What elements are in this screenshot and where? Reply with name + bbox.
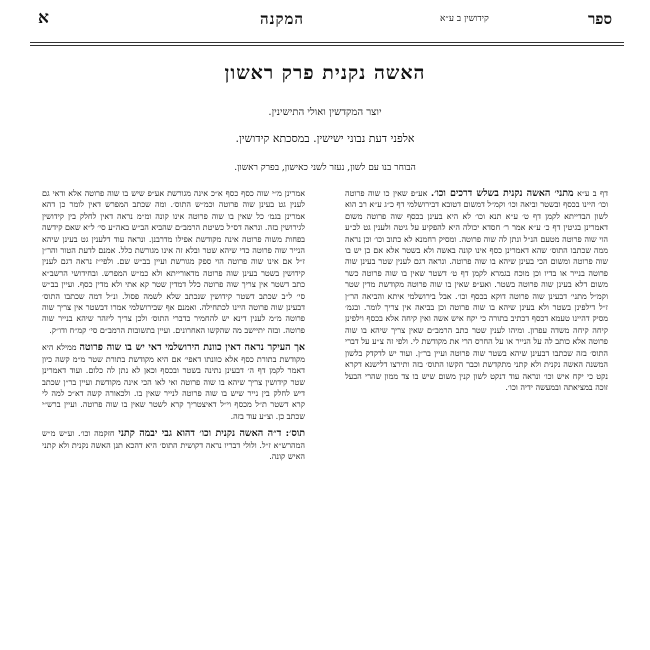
left-column-paragraph-3	[42, 428, 305, 462]
running-reference: קידושין ב ע״א	[440, 14, 489, 24]
tosafot-heading: תוס׳: ד״ה האשה נקנית וכו׳ דהוא גבי יבמה קתני	[118, 428, 305, 440]
mishnah-heading: מתני׳ האשה נקנית בשלש דרכים וכו׳.	[430, 188, 574, 199]
left-text-column	[42, 188, 305, 634]
right-column-text: אע״פ שאין כו שוה פרוטה וכו׳ היינו בכסף ובשטר וביאה וכו׳ וקמ״ל דמשום דטובא דבירושלמי דף כ״ג ע״א רב הוא לשון הבדייתא לקמן דף ט׳ ע״א תנא וכו׳ לא היא בעינן בכסף שוה פרוטה משום דאמרינן בגיטין דף כ׳ ע״א אמר ר׳ חסדא יכולה היא להפקיע על גיטה ולענין גט לכ״ע הוי שוה פרוטה מטעם הנ״ל ונתן לה שוה פרוטה. ומסיק רחמנא לא כתוב וכו׳ וכן נראה ממה שכתבו התוס׳ שהא דאמרינן כסף אינו קונה באשה ולא בשטר אלא אם כן יש בו שוה פרוטה ומשום הכי בעינן שיהא בו שוה פרוטה. ונראה דגם לענין שטר בעינן שוה פרוטה בנייר או בדיו וכן מוכח בגמרא לקמן דף ט׳ דשטר שאין בו שוה פרוטה כשר משום דלא בעינן שוה פרוטה בשטר. ואע״פ שאין בו שוה פרוטה מקודשת מדין שטר וקמ״ל מתני׳ דבעינן שוה פרוטה דוקא בכסף וכו׳. אבל בירושלמי איתא והביאה הר״ן ז״ל דילפינן בשטר ולא בעינן שיהא בו שוה פרוטה וכן בביאה אין צריך לומר. ובגמ׳ מסיק דהיינו טעמא דכסף דכתיב בתורה כי יקח איש אשה ואין קיחה אלא בכסף וילפינן קיחה קיחה משדה עפרון. ומיהו לענין שטר כתב הרמב״ם שאין צריך שיהא בו שוה פרוטה אלא כותב לה על הנייר או על החרס הרי את מקודשת לי. ולפי זה צ״ע על דברי התוס׳ בזה שכתבו דבעינן שיהא בשטר שוה פרוטה ועיין בר״ן. ועוד יש לדקדק בלשון המשנה האשה נקנית ולא קתני מתקדשת וכבר הקשו התוס׳ בזה ותירצו דלישנא דקרא נקט כי יקח איש וכו׳ ונראה עוד דנקט לשון קנין משום שיש בו צד ממון שהרי הבעל זוכה במציאתה ובמעשה ידיה וכו׳.	[345, 189, 608, 392]
opening-verse-line-1: יוצר המקדשין ואולי התישינין.	[268, 107, 382, 118]
right-column-paragraph	[345, 188, 608, 393]
tosafot-text: חזקמה וכו׳. וע״ש מ״ש המהרש״א ז״ל. ולולי דבריו נראה דקושית התוס׳ היא דהכא תנן האשה נקנית ולא קתני האיש קונה.	[42, 429, 305, 461]
sefer-label: ספר	[587, 10, 612, 28]
opening-verse-line-2: אלפני דעת נבוני ישישין. במסכתא קידושין.	[235, 132, 415, 145]
left-column-paragraph-1	[42, 188, 305, 336]
chapter-title: האשה נקנית פרק ראשון	[224, 62, 426, 84]
right-text-column	[345, 188, 608, 634]
section-heading: אך העיקר נראה דאין כוונת הירושלמי דאי יש בו שוה פרוטה	[79, 342, 305, 354]
left-column-text-top: אמרינן מ״י שוה כסף כסף א״כ אינה מגורשת אע״פ שיש בו שוה פרוטה אלא ודאי גם לענין גט בעינן שוה פרוטה וכמ״ש התוס׳. ומה שכתב המפרש דאין לומר כן דהא אמרינן בגמ׳ כל שאין בו שוה פרוטה אינו קונה ומ״מ נראה דאין לחלק בין קידושין לגירושין בזה. ונראה דס״ל כשיטת הרמב״ם שהביא הב״ש באה״ע סי׳ ל״א שאם קידשה בפחות משוה פרוטה אינה מקודשת אפילו מדרבנן. ונראה עוד דלענין גט בעינן שיהא הנייר שוה פרוטה כדי שיהא שטר ובלא זה אינו מגורשת כלל. אמנם לדעת הטור והר״ן ז״ל אם אינו שוה פרוטה הוי ספק מגורשת ועיין בב״ש שם. ולפי״ז נראה דגם לענין קידושין בשטר בעינן שוה פרוטה מדאורייתא ולא כמ״ש המפרש. ובחידושי הרשב״א כתב דשטר אין צריך שוה פרוטה כלל דמדין שטר קא אתי ולא מדין כסף. ועיין בב״ש סי׳ ל״ב שכתב דשטר קידושין שנכתב שלא לשמה פסול. ונ״ל דמה שכתבו התוס׳ דבעינן שוה פרוטה היינו לכתחילה. ואמנם אף שבירושלמי אמרו דבשטר אין צריך שוה פרוטה מ״מ לענין דינא יש להחמיר כדברי התוס׳ ולכן צריך ליזהר שיהא בנייר שוה פרוטה. ובזה יתיישב מה שהקשו האחרונים. ועיין בתשובות הרמב״ם סי׳ קמ״ח ודו״ק.	[42, 189, 305, 335]
opening-verse-line-3: הבוחר בנו עם לשון, נעזר לשני כאישון, בפרק ראשון.	[234, 163, 416, 173]
page-header	[30, 8, 620, 34]
page-number: א	[38, 8, 49, 28]
book-name: המקנה	[260, 10, 305, 28]
daf-reference: דף ב ע״א	[577, 189, 608, 198]
left-column-text-mid: ממילא היא מקודשת בתורת כסף אלא כוונתו דאפי׳ אם היא מקודשת בתורת שטר מ״מ קשה כיון דאמר לקמן דף ה׳ דבעינן נתינה בשטר ובכסף וכאן לא נתן לה כלום. ועוד דאמרינן שטר קידושין צריך שיהא בו שוה פרוטה ואי לאו הכי אינה מקודשת ועיין בר״ן שכתב דיש לחלק בין נייר שיש בו שוה פרוטה לנייר שאין בו. ולכאורה קשה דא״כ למה לי קרא דשטר ת״ל מכסף וי״ל דאיצטריך קרא לשטר שאין בו שוה פרוטה. ועיין ברש״י שכתב כן. וצ״ע עוד בזה.	[42, 343, 305, 421]
left-column-paragraph-2	[42, 342, 305, 422]
